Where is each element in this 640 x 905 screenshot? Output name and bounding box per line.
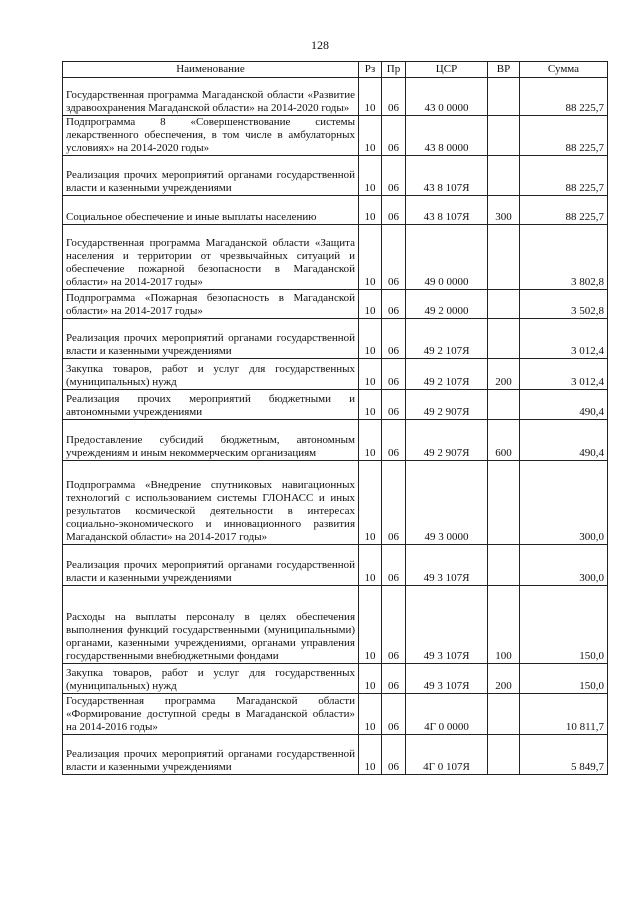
cell-csr: 43 0 0000 [406,78,488,116]
cell-sum: 88 225,7 [520,116,608,156]
cell-sum: 88 225,7 [520,196,608,225]
cell-sum: 3 502,8 [520,290,608,319]
cell-rz: 10 [359,116,382,156]
table-row [63,586,608,664]
cell-pr: 06 [382,290,406,319]
table-row [63,420,608,461]
table-row [63,225,608,290]
column-header-csr: ЦСР [406,62,488,78]
cell-name: Закупка товаров, работ и услуг для государственных (муниципальных) нужд [63,359,359,390]
table-body [63,78,608,775]
cell-rz: 10 [359,664,382,694]
cell-name: Реализация прочих мероприятий бюджетными и автономными учреждениями [63,390,359,420]
cell-csr: 49 3 107Я [406,545,488,586]
cell-csr: 4Г 0 0000 [406,694,488,735]
cell-rz: 10 [359,420,382,461]
cell-name: Реализация прочих мероприятий органами государственной власти и казенными учреждениями [63,156,359,196]
cell-pr: 06 [382,116,406,156]
column-header-name: Наименование [63,62,359,78]
column-header-rz: Рз [359,62,382,78]
table-row [63,196,608,225]
cell-vr: 200 [488,664,520,694]
cell-sum: 150,0 [520,664,608,694]
cell-csr: 49 2 0000 [406,290,488,319]
cell-sum: 3 012,4 [520,359,608,390]
cell-pr: 06 [382,196,406,225]
cell-name: Реализация прочих мероприятий органами государственной власти и казенными учреждениями [63,319,359,359]
cell-vr: 600 [488,420,520,461]
cell-vr [488,461,520,545]
cell-sum: 300,0 [520,461,608,545]
cell-rz: 10 [359,319,382,359]
table-row [63,664,608,694]
cell-vr [488,319,520,359]
cell-name: Государственная программа Магаданской области «Защита населения и территории от чрезвычайных ситуаций и обеспечение пожарной безопасности в Магаданской области» на 2014-2017 годы» [63,225,359,290]
table-row [63,735,608,775]
cell-vr: 300 [488,196,520,225]
cell-name: Социальное обеспечение и иные выплаты населению [63,196,359,225]
cell-name: Государственная программа Магаданской области «Формирование доступной среды в Магаданской области» на 2014-2016 годы» [63,694,359,735]
table-row [63,390,608,420]
cell-csr: 43 8 107Я [406,156,488,196]
cell-sum: 3 802,8 [520,225,608,290]
table-row [63,545,608,586]
table-header-row [63,62,608,78]
cell-sum: 490,4 [520,390,608,420]
cell-pr: 06 [382,78,406,116]
cell-rz: 10 [359,196,382,225]
cell-rz: 10 [359,586,382,664]
table-row [63,359,608,390]
cell-vr [488,390,520,420]
cell-name: Подпрограмма «Внедрение спутниковых навигационных технологий с использованием системы ГЛОНАСС и иных результатов космической деятельности в интересах социально-экономического и инновационного развития Магаданской области» на 2014-2017 годы» [63,461,359,545]
cell-vr [488,78,520,116]
cell-rz: 10 [359,694,382,735]
cell-csr: 49 3 0000 [406,461,488,545]
cell-pr: 06 [382,735,406,775]
cell-sum: 10 811,7 [520,694,608,735]
cell-pr: 06 [382,461,406,545]
cell-pr: 06 [382,694,406,735]
cell-csr: 49 0 0000 [406,225,488,290]
cell-rz: 10 [359,359,382,390]
table-row [63,290,608,319]
cell-rz: 10 [359,78,382,116]
cell-name: Подпрограмма 8 «Совершенствование системы лекарственного обеспечения, в том числе в амбулаторных условиях» на 2014-2020 годы» [63,116,359,156]
cell-rz: 10 [359,735,382,775]
cell-pr: 06 [382,545,406,586]
cell-csr: 49 2 907Я [406,390,488,420]
cell-name: Реализация прочих мероприятий органами государственной власти и казенными учреждениями [63,735,359,775]
cell-pr: 06 [382,390,406,420]
cell-pr: 06 [382,359,406,390]
cell-csr: 49 3 107Я [406,586,488,664]
cell-csr: 49 3 107Я [406,664,488,694]
column-header-vr: ВР [488,62,520,78]
cell-sum: 88 225,7 [520,156,608,196]
cell-csr: 43 8 0000 [406,116,488,156]
cell-sum: 490,4 [520,420,608,461]
cell-vr [488,156,520,196]
cell-name: Реализация прочих мероприятий органами государственной власти и казенными учреждениями [63,545,359,586]
cell-vr [488,290,520,319]
cell-csr: 49 2 907Я [406,420,488,461]
cell-rz: 10 [359,225,382,290]
cell-rz: 10 [359,545,382,586]
cell-sum: 3 012,4 [520,319,608,359]
cell-rz: 10 [359,390,382,420]
table-row [63,116,608,156]
cell-csr: 43 8 107Я [406,196,488,225]
cell-pr: 06 [382,586,406,664]
cell-name: Предоставление субсидий бюджетным, автономным учреждениям и иным некоммерческим организациям [63,420,359,461]
cell-vr [488,694,520,735]
cell-name: Государственная программа Магаданской области «Развитие здравоохранения Магаданской области» на 2014-2020 годы» [63,78,359,116]
cell-sum: 150,0 [520,586,608,664]
column-header-pr: Пр [382,62,406,78]
cell-rz: 10 [359,290,382,319]
cell-sum: 88 225,7 [520,78,608,116]
cell-pr: 06 [382,225,406,290]
table-row [63,78,608,116]
table-row [63,694,608,735]
page-number: 128 [311,38,329,52]
cell-csr: 4Г 0 107Я [406,735,488,775]
table-row [63,461,608,545]
table-row [63,156,608,196]
cell-vr: 200 [488,359,520,390]
cell-sum: 300,0 [520,545,608,586]
cell-vr [488,735,520,775]
budget-table [62,61,608,775]
cell-vr [488,225,520,290]
cell-pr: 06 [382,319,406,359]
cell-pr: 06 [382,156,406,196]
column-header-sum: Сумма [520,62,608,78]
cell-csr: 49 2 107Я [406,359,488,390]
cell-name: Закупка товаров, работ и услуг для государственных (муниципальных) нужд [63,664,359,694]
cell-pr: 06 [382,664,406,694]
cell-rz: 10 [359,461,382,545]
cell-pr: 06 [382,420,406,461]
table-row [63,319,608,359]
cell-csr: 49 2 107Я [406,319,488,359]
cell-vr: 100 [488,586,520,664]
cell-sum: 5 849,7 [520,735,608,775]
cell-name: Расходы на выплаты персоналу в целях обеспечения выполнения функций государственными (муниципальными) органами, казенными учреждениями, органами управления государственными внебюджетными фондами [63,586,359,664]
cell-rz: 10 [359,156,382,196]
cell-vr [488,545,520,586]
cell-name: Подпрограмма «Пожарная безопасность в Магаданской области» на 2014-2017 годы» [63,290,359,319]
cell-vr [488,116,520,156]
